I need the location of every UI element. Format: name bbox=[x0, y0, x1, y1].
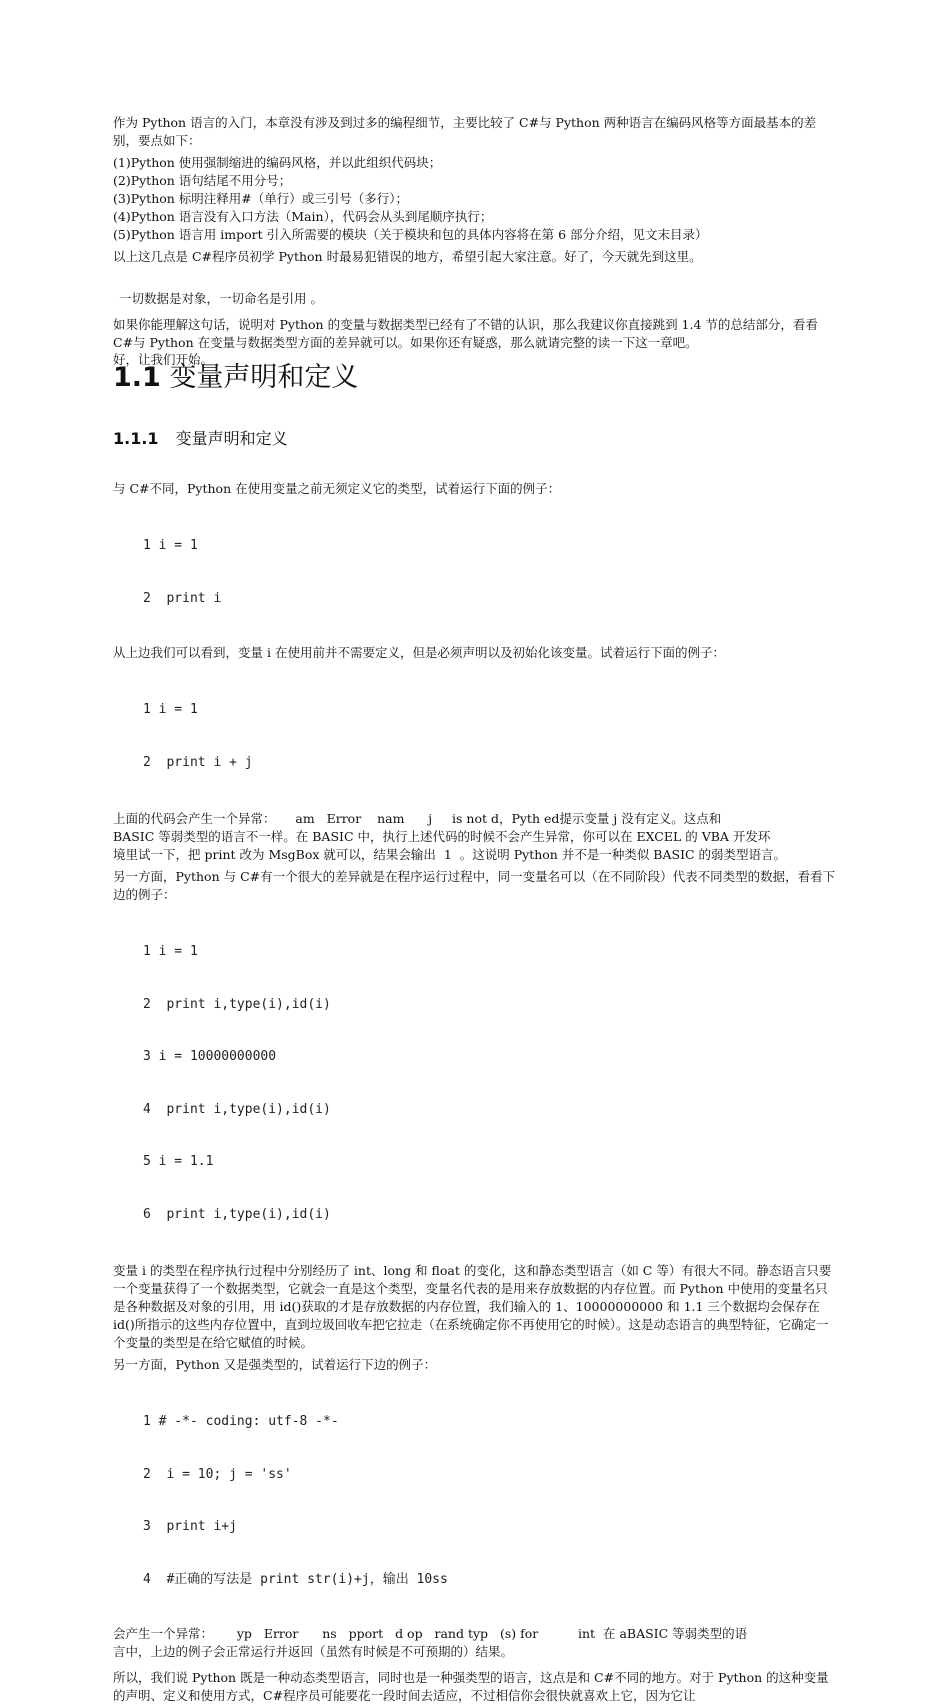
subsection-number: 1.1.1 bbox=[113, 429, 159, 448]
paragraph: 所以，我们说 Python 既是一种动态类型语言，同时也是一种强类型的语言，这点是和 C#不同的地方。对于 Python 的这种变量的声明、定义和使用方式，C#程序员可能要花一段时间去适应，不过相信你会很快就喜欢上它，因为它让 bbox=[113, 1670, 829, 1703]
code-line: 5 i = 1.1 bbox=[143, 1154, 214, 1169]
document-page bbox=[113, 114, 838, 1705]
code-line: 3 print i+j bbox=[143, 1519, 237, 1534]
code-block bbox=[143, 1378, 838, 1623]
code-line: 2 i = 10; j = 'ss' bbox=[143, 1466, 292, 1482]
exception-paragraph bbox=[113, 1625, 838, 1661]
list-item: (5)Python 语言用 import 引入所需要的模块（关于模块和包的具体内容将在第 6 部分介绍，见文末目录） bbox=[113, 227, 708, 242]
list-item: (2)Python 语句结尾不用分号； bbox=[113, 173, 292, 188]
list-item: (3)Python 标明注释用#（单行）或三引号（多行）； bbox=[113, 191, 409, 206]
key-points-list bbox=[113, 154, 838, 244]
code-line: 2 print i,type(i),id(i) bbox=[143, 996, 331, 1012]
code-line: 1 i = 1 bbox=[143, 538, 198, 553]
code-line: 3 i = 10000000000 bbox=[143, 1049, 277, 1064]
paragraph: 另一方面，Python 又是强类型的，试着运行下边的例子： bbox=[113, 1357, 437, 1372]
intro-closing: 以上这几点是 C#程序员初学 Python 时最易犯错误的地方，希望引起大家注意。好了，今天就先到这里。 bbox=[113, 249, 702, 264]
paragraph-line: BASIC 等弱类型的语言不一样。在 BASIC 中，执行上述代码的时候不会产生异常，你可以在 EXCEL 的 VBA 开发环 bbox=[113, 829, 771, 844]
section-title: 变量声明和定义 bbox=[169, 362, 359, 393]
code-block bbox=[143, 666, 838, 806]
code-line: 1 i = 1 bbox=[143, 944, 198, 959]
subsection-heading bbox=[113, 428, 838, 450]
code-block bbox=[143, 908, 838, 1258]
code-line: 4 print i,type(i),id(i) bbox=[143, 1101, 331, 1117]
code-line: 6 print i,type(i),id(i) bbox=[143, 1206, 331, 1222]
section-heading bbox=[113, 362, 838, 394]
paragraph-line: 会产生一个异常： yp Error ns pport d op rand typ (s) for int 在 aBASIC 等弱类型的语 bbox=[113, 1626, 748, 1641]
subsection-title: 变量声明和定义 bbox=[175, 429, 288, 448]
paragraph-line: 上面的代码会产生一个异常： am Error nam j is not d，Pyth ed提示变量 j 没有定义。这点和 bbox=[113, 811, 722, 826]
code-block bbox=[143, 502, 838, 642]
paragraph: 变量 i 的类型在程序执行过程中分别经历了 int、long 和 float 的变化，这和静态类型语言（如 C 等）有很大不同。静态语言只要一个变量获得了一个数据类型，它就会一直是这个类型，变量名代表的是用来存放数据的内存位置。而 Python 中使用的变量名只是各种数据及对象的引用，用 id()获取的才是存放数据的内存位置，我们输入的 1、10000000000 和 1.1 三个数据均会保存在 id()所指示的这些内存位置中，直到垃圾回收车把它拉走（在系统确定你不再使用它的时候）。这是动态语言的典型特征，它确定一个变量的类型是在给它赋值的时候。 bbox=[113, 1263, 832, 1350]
advice-paragraph: 如果你能理解这句话，说明对 Python 的变量与数据类型已经有了不错的认识，那么我建议你直接跳到 1.4 节的总结部分，看看 C#与 Python 在变量与数据类型方面的差异就可以。如果你还有疑惑，那么就请完整的读一下这一章吧。 bbox=[113, 317, 818, 350]
list-item: (4)Python 语言没有入口方法（Main），代码会从头到尾顺序执行； bbox=[113, 209, 493, 224]
intro-summary: 作为 Python 语言的入门，本章没有涉及到过多的编程细节，主要比较了 C#与 Python 两种语言在编码风格等方面最基本的差别，要点如下： bbox=[113, 115, 817, 148]
start-line: 好，让我们开始。 bbox=[113, 352, 214, 367]
code-line: 1 i = 1 bbox=[143, 702, 198, 717]
paragraph: 另一方面，Python 与 C#有一个很大的差异就是在程序运行过程中，同一变量名可以（在不同阶段）代表不同类型的数据，看看下边的例子： bbox=[113, 869, 836, 902]
code-line: 2 print i + j bbox=[143, 754, 253, 770]
paragraph: 从上边我们可以看到，变量 i 在使用前并不需要定义，但是必须声明以及初始化该变量。试着运行下面的例子： bbox=[113, 645, 725, 660]
paragraph-line: 境里试一下，把 print 改为 MsgBox 就可以，结果会输出 1 。这说明 Python 并不是一种类似 BASIC 的弱类型语言。 bbox=[113, 847, 787, 862]
section-number: 1.1 bbox=[113, 362, 161, 393]
paragraph: 与 C#不同，Python 在使用变量之前无须定义它的类型，试着运行下面的例子： bbox=[113, 481, 561, 496]
list-item: (1)Python 使用强制缩进的编码风格，并以此组织代码块； bbox=[113, 155, 442, 170]
code-line: 4 #正确的写法是 print str(i)+j，输出 10ss bbox=[143, 1571, 448, 1587]
code-line: 2 print i bbox=[143, 590, 222, 606]
quote: 一切数据是对象，一切命名是引用 。 bbox=[119, 291, 323, 306]
code-line: 1 # -*- coding: utf-8 -*- bbox=[143, 1414, 339, 1429]
paragraph-line: 言中，上边的例子会正常运行并返回（虽然有时候是不可预期的）结果。 bbox=[113, 1644, 514, 1659]
exception-paragraph bbox=[113, 810, 838, 864]
